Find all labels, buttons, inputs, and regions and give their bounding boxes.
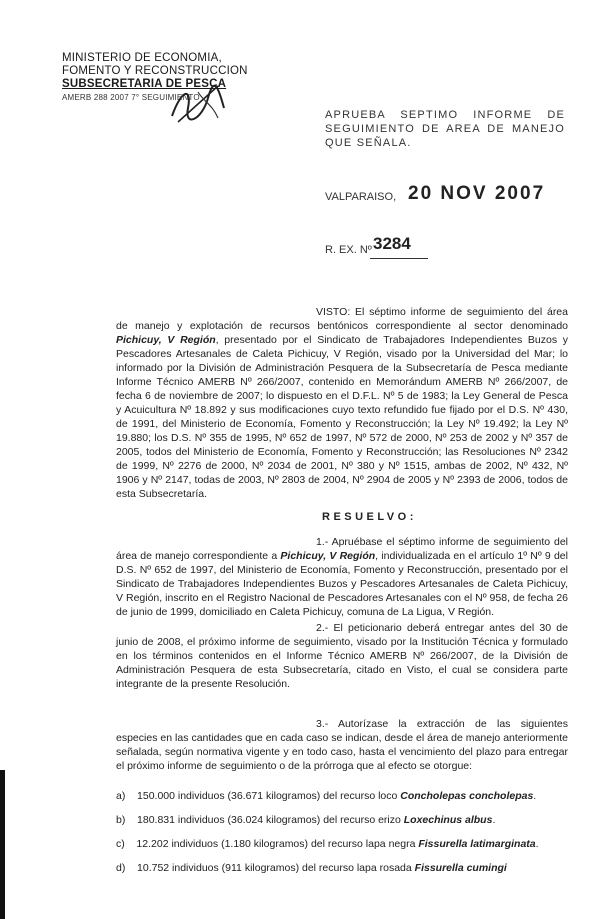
header-subsecretaria: SUBSECRETARIA DE PESCA [62,78,227,90]
item-text: 150.000 individuos (36.671 kilogramos) del recurso loco [137,790,398,802]
article-3 [116,717,568,773]
resolution-number-label: R. EX. Nº [325,244,372,256]
visto-lead: VISTO: [316,306,351,318]
item-end: . [535,838,539,850]
item-letter: c) [116,838,125,850]
item-species: Fissurella latimarginata [418,838,536,850]
item-species: Concholepas concholepas [400,790,534,802]
article-1-text-a: 1.- Apruébase el séptimo informe de seguimiento del área de manejo correspondiente a [116,536,568,562]
resolution-subject: APRUEBA SEPTIMO INFORME DE SEGUIMIENTO DE AREA DE MANEJO QUE SEÑALA. [325,109,565,149]
place-label: VALPARAISO, [325,191,397,203]
visto-sector: Pichicuy, V Región [116,334,216,346]
resolution-number-underline [370,258,428,259]
item-species: Loxechinus albus [403,814,493,826]
visto-paragraph [116,305,568,501]
list-item [116,862,507,874]
header-reference-stamp: AMERB 288 2007 7° SEGUIMIENTO [62,93,200,102]
visto-text-2: , presentado por el Sindicato de Trabajadores Independientes Buzos y Pescadores Artesanales de Caleta Pichicuy, V Región, visado por la Universidad del Mar; lo informado por la División de Administración Pesquera de la Subsecretaría de Pesca mediante Informe Técnico AMERB Nº 266/2007, contenido en Memorándum AMERB Nº 266/2007, de fecha 6 de noviembre de 2007; lo dispuesto en el D.F.L. Nº 5 de 1983; la Ley General de Pesca y Acuicultura Nº 18.892 y sus modificaciones cuyo texto refundido fue fijado por el D.S. Nº 430, de 1991, del Ministerio de Economía, Fomento y Reconstrucción; la Ley Nº 19.492; la Ley Nº 19.880; los D.S. Nº 355 de 1995, Nº 652 de 1997, Nº 572 de 2000, Nº 253 de 2002 y Nº 357 de 2005, todos del Ministerio de Economía, Fomento y Reconstrucción; las Resoluciones Nº 2342 de 1999, Nº 2276 de 2000, Nº 2034 de 2001, Nº 380 y Nº 1515, ambas de 2002, Nº 432, Nº 1906 y Nº 2147, todas de 2003, Nº 2803 de 2004, Nº 2904 de 2005 y Nº 2393 de 2006, todos de esta Subsecretaría. [116,334,569,500]
item-text: 10.752 individuos (911 kilogramos) del recurso lapa rosada [137,862,412,874]
item-end: . [492,814,496,826]
article-1-text-b: , individualizada en el artículo 1º Nº 9 del D.S. Nº 652 de 1997, del Ministerio de Economía, Fomento y Reconstrucción, presentado por el Sindicato de Trabajadores Independientes Buzos y Pescadores Artesanales de Caleta Pichicuy, V Región, inscrito en el Registro Nacional de Pescadores Artesanales con el Nº 958, de fecha 26 de junio de 1999, domiciliado en Caleta Pichicuy, comuna de La Ligua, V Región. [116,550,568,618]
article-1 [116,535,568,619]
visto-text-1: El séptimo informe de seguimiento del área de manejo y explotación de recursos bentónicos correspondiente al sector denominado [116,306,568,332]
item-text: 12.202 individuos (1.180 kilogramos) del recurso lapa negra [136,838,416,850]
article-2-text: 2.- El peticionario deberá entregar antes del 30 de junio de 2008, el próximo informe de seguimiento, visado por la Institución Técnica y formulado en los términos contenidos en el Informe Técnico AMERB Nº 266/2007, de la División de Administración Pesquera de esta Subsecretaría, citado en Visto, el cual se considera parte integrante de la presente Resolución. [116,622,568,690]
header-ministry: MINISTERIO DE ECONOMIA, [62,52,222,64]
header-department: FOMENTO Y RECONSTRUCCION [62,65,248,77]
article-2 [116,621,568,691]
resuelvo-heading: RESUELVO: [322,511,417,523]
list-item [116,838,539,850]
item-letter: d) [116,862,126,874]
item-letter: b) [116,814,126,826]
item-text: 180.831 individuos (36.024 kilogramos) del recurso erizo [137,814,401,826]
article-1-sector: Pichicuy, V Región [280,550,376,562]
date-stamp: 20 NOV 2007 [408,183,546,204]
scan-edge-bar [0,770,5,919]
item-end: . [533,790,537,802]
item-letter: a) [116,790,126,802]
item-species: Fissurella cumingi [414,862,507,874]
signature-mark [168,78,228,128]
article-3-text: 3.- Autorízase la extracción de las siguientes especies en las cantidades que en cada caso se indican, desde el área de manejo anteriormente señalada, según normativa vigente y en todo caso, hasta el vencimiento del plazo para entregar el próximo informe de seguimiento o de la prórroga que al efecto se otorgue: [116,718,568,772]
list-item [116,790,536,802]
resolution-number: 3284 [373,234,411,253]
list-item [116,814,495,826]
